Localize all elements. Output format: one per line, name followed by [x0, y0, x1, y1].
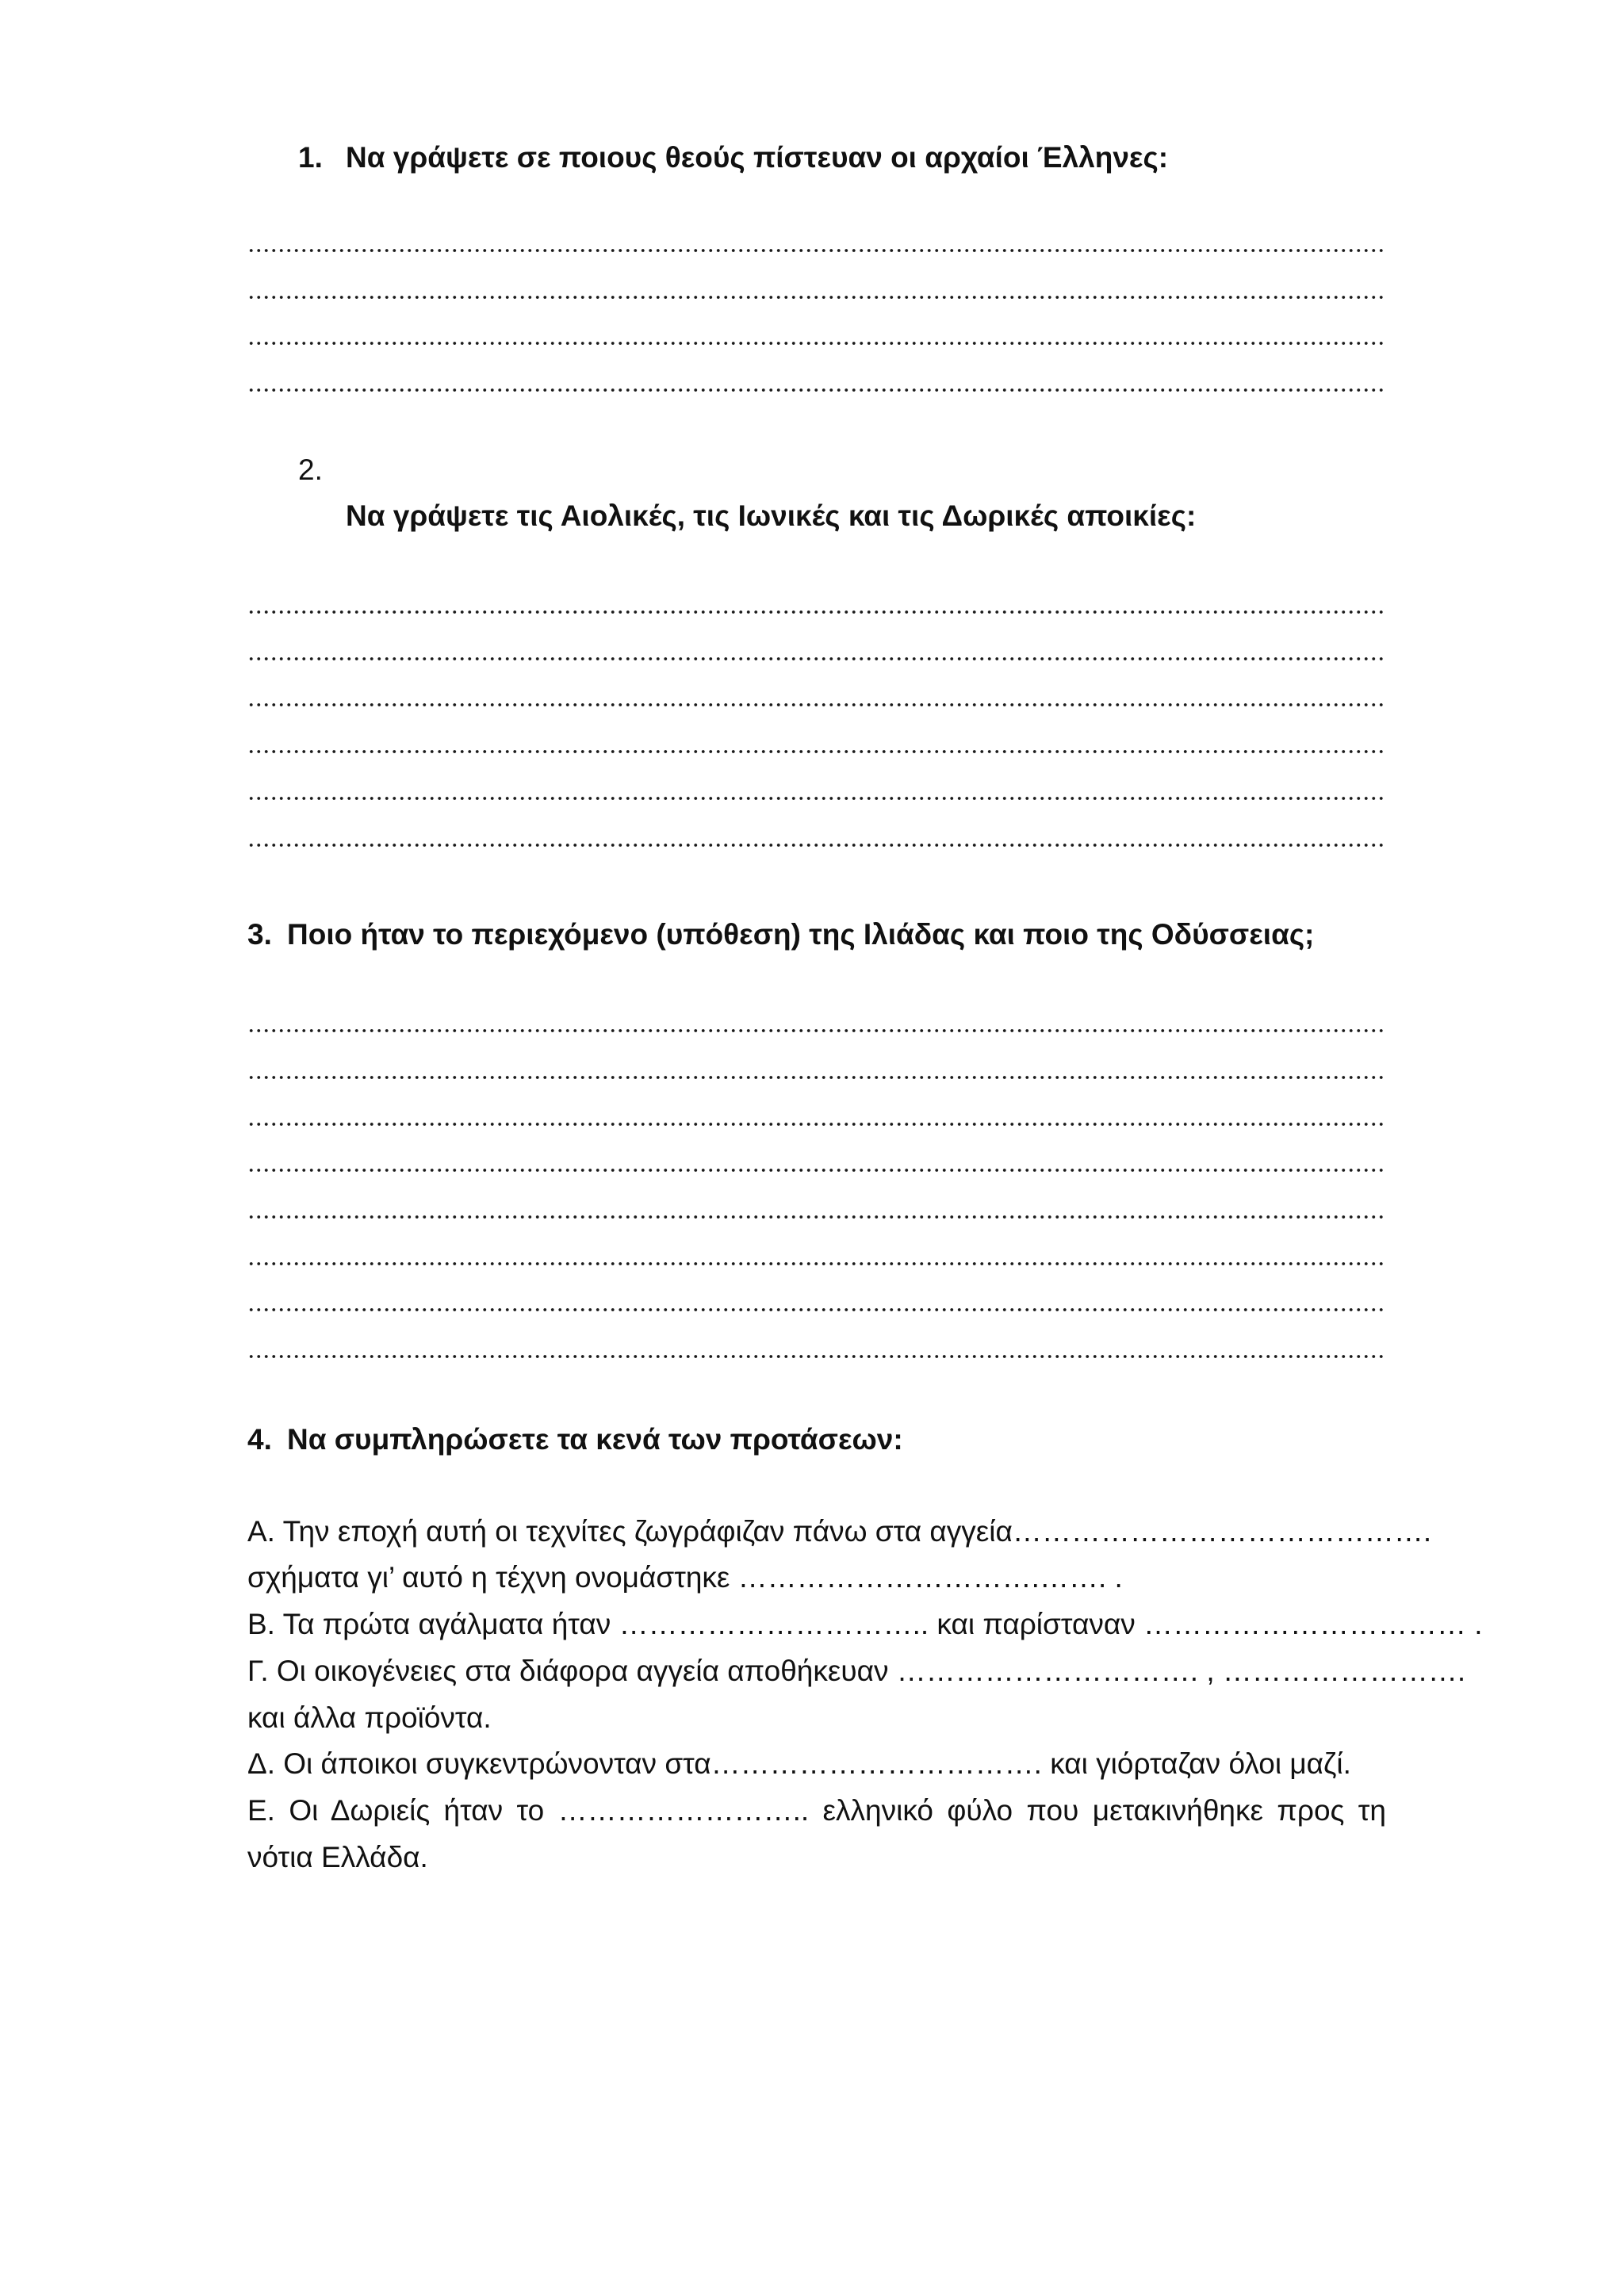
answer-line[interactable] — [247, 1167, 1386, 1173]
fill-in-sentence-a-cont: σχήματα γι’ αυτό η τέχνη ονομάστηκε ………………………….……. . — [247, 1561, 1123, 1594]
answer-line[interactable] — [247, 340, 1386, 346]
answer-line[interactable] — [247, 1307, 1386, 1313]
fill-in-sentence-a: Α. Την εποχή αυτή οι τεχνίτες ζωγράφιζαν πάνω στα αγγεία……………………………………. — [247, 1515, 1432, 1548]
answer-line[interactable] — [247, 702, 1386, 708]
answer-line[interactable] — [247, 1214, 1386, 1220]
question-4-title: Να συμπληρώσετε τα κενά των προτάσεων: — [287, 1423, 903, 1456]
answer-line[interactable] — [247, 656, 1386, 662]
answer-line[interactable] — [247, 748, 1386, 755]
question-1-title: Να γράψετε σε ποιους θεούς πίστευαν οι αρχαίοι Έλληνες: — [346, 141, 1169, 174]
answer-line[interactable] — [247, 294, 1386, 300]
fill-in-sentence-c: Γ. Οι οικογένειες στα διάφορα αγγεία αποθήκευαν …………………………. , ……………………. — [247, 1655, 1466, 1687]
question-2-title: Να γράψετε τις Αιολικές, τις Ιωνικές και τις Δωρικές αποικίες: — [346, 499, 1197, 532]
answer-line[interactable] — [247, 1353, 1386, 1360]
answer-line[interactable] — [247, 247, 1386, 254]
answer-line[interactable] — [247, 609, 1386, 615]
question-2-number: 2. — [298, 453, 323, 486]
answer-line[interactable] — [247, 1027, 1386, 1034]
fill-in-sentence-c-cont: και άλλα προϊόντα. — [247, 1701, 492, 1734]
question-4-number: 4. — [247, 1423, 272, 1456]
answer-line[interactable] — [247, 1261, 1386, 1267]
answer-line[interactable] — [247, 842, 1386, 848]
fill-in-sentence-e-cont: νότια Ελλάδα. — [247, 1841, 428, 1873]
question-3-number: 3. — [247, 918, 272, 951]
fill-in-sentence-b: Β. Τα πρώτα αγάλματα ήταν ………………………….. και παρίσταναν …………………………… . — [247, 1608, 1483, 1640]
answer-line[interactable] — [247, 387, 1386, 393]
answer-line[interactable] — [247, 795, 1386, 802]
question-3-title: Ποιο ήταν το περιεχόμενο (υπόθεση) της Ιλιάδας και ποιο της Οδύσσειας; — [287, 918, 1315, 951]
fill-in-sentence-e: Ε. Οι Δωριείς ήταν το …………………….. ελληνικό φύλο που μετακινήθηκε προς τη — [247, 1794, 1386, 1827]
fill-in-sentence-d: Δ. Οι άποικοι συγκεντρώνονταν στα……………………………. και γιόρταζαν όλοι μαζί. — [247, 1747, 1351, 1780]
answer-line[interactable] — [247, 1074, 1386, 1081]
question-1-number: 1. — [298, 141, 323, 174]
answer-line[interactable] — [247, 1121, 1386, 1127]
